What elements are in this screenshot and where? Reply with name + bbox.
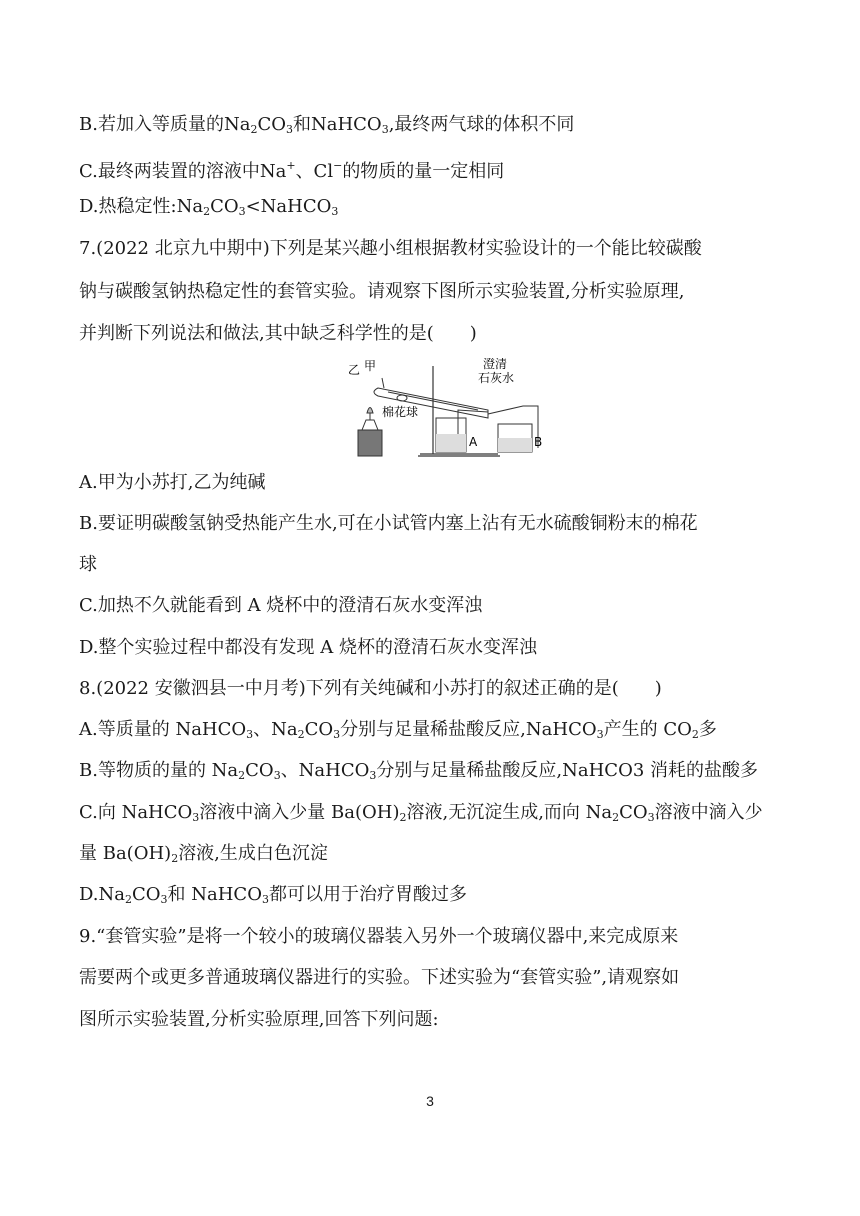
label-a: A: [469, 435, 478, 449]
q6-option-b: B.若加入等质量的$Na_2CO_3$和NaHCO$_3$,最终两气球的体积不同: [79, 114, 575, 136]
q6-option-c: C.最终两装置的溶液中Na+、Cl−的物质的量一定相同: [79, 159, 505, 182]
q7-option-b-line-1: B.要证明碳酸氢钠受热能产生水,可在小试管内塞上沾有无水硫酸铜粉末的棉花: [79, 513, 698, 534]
label-jia: 甲: [364, 359, 377, 373]
page-number: 3: [426, 1093, 434, 1109]
q7-stem-line-1: 7.(2022 北京九中期中)下列是某兴趣小组根据教材实验设计的一个能比较碳酸: [79, 238, 702, 259]
q7-option-b-line-2: 球: [79, 554, 97, 575]
label-b: B: [534, 435, 543, 449]
alcohol-lamp: [358, 408, 382, 457]
q8-option-c-line-1: C.向 NaHCO$_3$溶液中滴入少量 $Ba(OH)_2$溶液,无沉淀生成,而向 $Na_2CO_3$溶液中滴入少: [79, 802, 763, 824]
q7-option-d: D.整个实验过程中都没有发现 A 烧杯的澄清石灰水变浑浊: [79, 637, 537, 658]
q8-option-b: B.等物质的量的 $Na_2CO_3$、NaHCO$_3$分别与足量稀盐酸反应,NaHCO3 消耗的盐酸多: [79, 760, 759, 782]
label-clear: 澄清: [483, 358, 508, 371]
q8-option-a: A.等质量的 NaHCO$_3$、$Na_2CO_3$分别与足量稀盐酸反应,NaHCO$_3$产生的 $CO_2$多: [79, 719, 717, 741]
beaker-a: [436, 418, 466, 452]
q6-option-d: D.热稳定性$:Na_2CO_3<NaHCO_3$: [79, 196, 339, 218]
beaker-b: [498, 424, 532, 452]
q9-line-3: 图所示实验装置,分析实验原理,回答下列问题:: [79, 1009, 439, 1030]
q9-line-1: 9.“套管实验”是将一个较小的玻璃仪器装入另外一个玻璃仪器中,来完成原来: [79, 926, 679, 947]
q7-option-c: C.加热不久就能看到 A 烧杯中的澄清石灰水变浑浊: [79, 595, 483, 616]
label-cotton: 棉花球: [382, 405, 419, 419]
label-limewater: 石灰水: [478, 371, 515, 385]
q7-stem-line-2: 钠与碳酸氢钠热稳定性的套管实验。请观察下图所示实验装置,分析实验原理,: [79, 281, 685, 302]
q8-option-c-line-2: 量 $Ba(OH)_2$溶液,生成白色沉淀: [79, 843, 328, 865]
q7-stem-line-3: 并判断下列说法和做法,其中缺乏科学性的是( ): [79, 323, 477, 344]
q7-option-a: A.甲为小苏打,乙为纯碱: [79, 472, 266, 493]
q8-option-d: $D.Na_2CO_3$和 NaHCO$_3$都可以用于治疗胃酸过多: [79, 884, 467, 906]
label-yi: 乙: [348, 363, 361, 377]
q9-line-2: 需要两个或更多普通玻璃仪器进行的实验。下述实验为“套管实验”,请观察如: [79, 967, 680, 988]
q8-stem: 8.(2022 安徽泗县一中月考)下列有关纯碱和小苏打的叙述正确的是( ): [79, 678, 662, 699]
apparatus-figure: [338, 358, 558, 458]
